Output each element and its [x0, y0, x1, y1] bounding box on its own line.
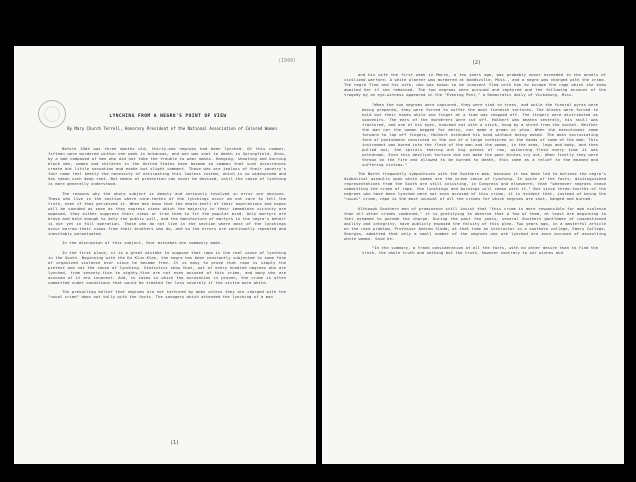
paragraph: The reasons why the whole subject is deeply and seriously involved in error are obvious. Those who live in the section where nine-tenths of the lynchings occur do not care to tell the truth, even if they perceived it. When men know that the death-knell of their aspirations and hopes will be sounded as soon as they express views which the majority in their immediate vicinity are opposed, they either suppress their views or trim them to fit the popular mind. Only martyrs are brave and bold enough to defy the public will, and the manufacture of martyrs in the negro's behalf is not yet in full operation. Those who do not live in the section where most of the lynchings occur borrow their views from their brothers who do, and so the errors are continually repeated and inevitably perpetuated.: [48, 190, 286, 236]
document-page-left: [14, 46, 316, 464]
page-number: (2): [472, 60, 482, 66]
paragraph: The North frequently sympathizes with the Southern mob, because it has been led to believe the negro's diabolical assaults upon white women are the prime cause of lynching. In spite of the facts, distinguished representatives from the South are still insisting, in Congress and elsewhere, that "whenever negroes cease committing the crime of rape, the lynchings and burnings will cease with it." But since three-fourths of the negroes who have been lynched were not even accused of this crime, it is evident that, instead of being the "usual" crime, rape is the most unusual of all the crimes for which negroes are shot, hanged and burned.: [344, 171, 606, 201]
left-page-body: [14, 146, 316, 304]
document-page-right: [322, 46, 624, 464]
block-quote: "When the two negroes were captured, they were tied to trees, and while the funeral pyres were being prepared, they were forced to suffer the most fiendish tortures. The blacks were forced to hold out their hands while one finger at a time was chopped off. The fingers were distributed as souvenirs. The ears of the murderers were cut off. Holbert was beaten severely, his skull was fractured, and one of his eyes, knocked out with a stick, hung by a shred from the socket. Neither the man nor the woman begged for mercy, nor made a groan or plea. When the executioner came forward to lop off fingers, Holbert extended his hand without being asked. The most excruciating form of punishment consisted in the use of a large corkscrew in the hands of some of the mob. This instrument was bored into the flesh of the man and the woman, in the arms, legs and body, and then pulled out, the spirals tearing out big pieces of raw, quivering flesh every time it was withdrawn. Even this devilish torture did not make the poor brutes cry out. When finally they were thrown on the fire and allowed to be burned to death, this came as a relief to the maimed and suffering victims.": [362, 101, 598, 167]
paragraph: Although Southern men of prominence still insist that "this crime is more responsible for mob violence than all other crimes combined," it is gratifying to observe that a few of them, at least are beginning to feel ashamed to parade the charge. During the past few years, several Southern gentlemen of unquestioned ability and integrity, have publicly exposed the falsity of this plea. Two years ago, in a masterful article on the race problem, Professor Andrew Sledd, at that time an instructor in a southern college, Emory College, Georgia, admitted that only a small number of the negroes who are lynched are even accused of assaulting white women. Said he:: [344, 205, 606, 241]
paragraph: Before 1904 was three months old, thirty-one negroes had been lynched. Of this number, fifteen were murdered within one week in Arkansas, and one was shot to death in Springfield, Ohio, by a mob composed of men who did not take the trouble to wear masks. Hanging, shooting and burning black men, women and children in the United States have become so common that such occurrences create but little sensation and evoke but slight comment. Those who are jealous of their country's fair name feel keenly the necessity of extirpating this lawless custom, which is so widespread and has taken such deep root. But means of prevention can never be devised, until the cause of lynching is more generally understood.: [48, 146, 286, 186]
paragraph: In the discussion of this subject, four mistakes are commonly made.: [62, 240, 223, 245]
right-page-body: [322, 72, 624, 260]
paragraph: In the first place, it is a great mistake to suppose that rape is the real cause of lynching in the South. Beginning with the Ku Klux Klan, the negro has been constantly subjected to some form of organized violence ever since he became free. It is easy to prove that rape is simply the pretext and not the cause of lynching. Statistics show that, out of every hundred negroes who are lynched, from seventy-five to eighty-five are not even accused of this crime, and many who are accused of it are innocent. And, in cases in which the accusation is proven, the crime is often committed under conditions that would be treated far less severely if the victim were white.: [48, 249, 286, 285]
block-quote: "In the summary, a frank consideration of all the facts, with no other desire than to find the truth, the whole truth and nothing but the truth, however contrary to our wishes and: [362, 245, 598, 255]
archive-stamp: (1949): [277, 58, 296, 64]
paragraph: The prevailing belief that negroes are not tortured by mobs unless they are charged with the "usual crime" does not tally with the facts. The savagery which attended the lynching of a man: [48, 289, 286, 299]
page-number: (1): [170, 440, 180, 446]
document-title: LYNCHING FROM A NEGRO'S POINT OF VIEW: [109, 114, 227, 119]
paragraph: and his wife the first week in March, a few years ago, was probably never exceeded in the annals of civilized warfare. A white planter was murdered at Doddsville, Miss., and a negro was charged with the crime. The negro fled and his wife, who was known to be innocent fled with him to escape the rage which she knew awaited her if she remained. The two negroes were pursued and captured and the following account of the tragedy by an eye-witness appeared in the "Evening Post," a Democratic daily of Vicksburg, Miss.: [344, 72, 606, 97]
document-byline: By Mary Church Terrell, Honorary President of the National Association of Colored Women: [67, 126, 277, 131]
